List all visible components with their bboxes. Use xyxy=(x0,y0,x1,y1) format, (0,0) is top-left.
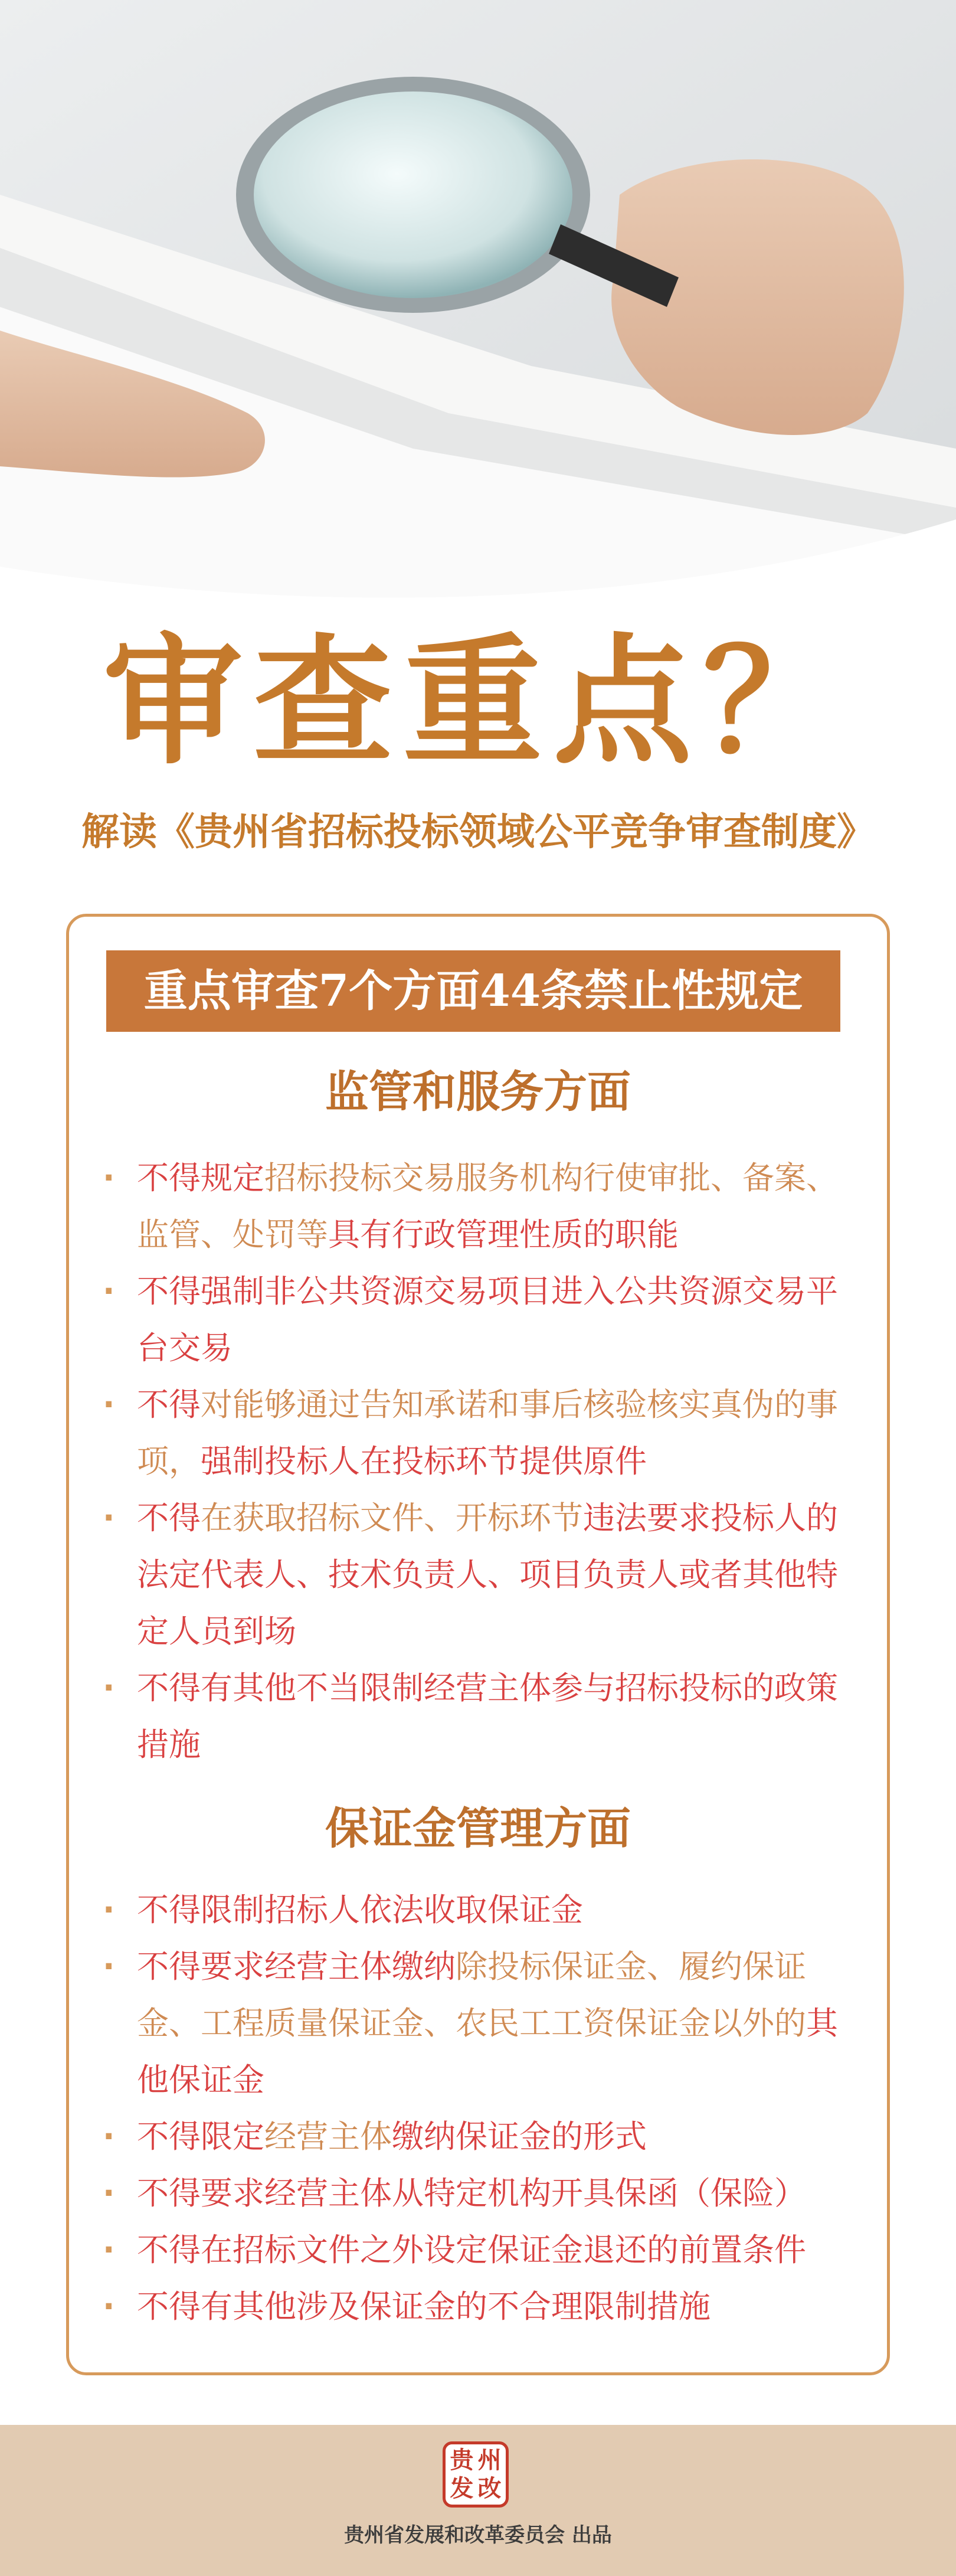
item-text-segment: 强制投标人在投标环节提供原件 xyxy=(201,1443,647,1480)
list-item xyxy=(100,1660,867,1773)
seal-char: 改 xyxy=(477,2474,502,2502)
item-text-segment: 违法要求投标人的法定代表人、技术负责人、项目负责人或者其他特定人员到场 xyxy=(137,1499,838,1650)
list-item xyxy=(100,1938,867,2108)
bullet-icon: · xyxy=(103,2288,115,2325)
bullet-icon: · xyxy=(103,1891,115,1928)
page-title: 审查重点？ xyxy=(103,621,853,783)
guizhou-seal-logo xyxy=(443,2441,509,2508)
item-text-segment: 具有行政管理性质的职能 xyxy=(328,1216,679,1253)
item-text-segment: 除投标保证金、履约保证金、工程质量保证金、农民工工资保证金以外的 xyxy=(137,1948,806,2042)
bullet-icon: · xyxy=(103,1948,115,1985)
list-item xyxy=(100,2222,867,2278)
bullet-icon: · xyxy=(103,1386,115,1423)
list-item xyxy=(100,2108,867,2165)
supervision-list xyxy=(100,1150,867,1773)
list-item xyxy=(100,2278,867,2335)
item-text-segment: 招标投标交易服务机构行使审批、备案、监管、处罚等 xyxy=(137,1159,838,1253)
list-item xyxy=(100,1882,867,1938)
item-text-segment: 不得规定 xyxy=(137,1159,264,1197)
item-text-segment: 不得要求经营主体从特定机构开具保函（保险） xyxy=(137,2175,806,2212)
item-text-segment: 不得有其他涉及保证金的不合理限制措施 xyxy=(137,2288,711,2325)
item-text-segment: 不得限制招标人依法收取保证金 xyxy=(137,1891,583,1928)
item-text-segment: 对能够通过告知承诺和事后核验核实真伪的事项， xyxy=(137,1386,838,1480)
card-banner: 重点审查7个方面44条禁止性规定 xyxy=(106,950,840,1032)
bullet-icon: · xyxy=(103,1669,115,1707)
footer-credit: 贵州省发展和改革委员会 出品 xyxy=(344,2523,612,2547)
seal-char: 发 xyxy=(450,2474,474,2502)
bullet-icon: · xyxy=(103,2231,115,2268)
item-text-segment: 不得 xyxy=(137,1386,201,1423)
hero-image xyxy=(0,0,956,614)
item-text-segment: 不得有其他不当限制经营主体参与招标投标的政策措施 xyxy=(137,1669,838,1763)
magnifier-illustration xyxy=(0,0,956,614)
item-text-segment: 经营主体 xyxy=(264,2118,392,2155)
item-text-segment: 不得强制非公共资源交易项目进入公共资源交易平台交易 xyxy=(137,1273,838,1367)
section-heading-deposit: 保证金管理方面 xyxy=(325,1803,631,1854)
list-item xyxy=(100,1377,867,1490)
deposit-list xyxy=(100,1882,867,2335)
list-item xyxy=(100,2165,867,2222)
bullet-icon: · xyxy=(103,1499,115,1537)
list-item xyxy=(100,1150,867,1263)
item-text-segment: 不得 xyxy=(137,1499,201,1537)
item-text-segment: 不得限定 xyxy=(137,2118,264,2155)
section-heading-supervision: 监管和服务方面 xyxy=(325,1067,631,1117)
page-subtitle: 解读《贵州省招标投标领域公平竞争审查制度》 xyxy=(81,810,875,854)
list-item xyxy=(100,1490,867,1660)
seal-char: 州 xyxy=(477,2446,502,2474)
bullet-icon: · xyxy=(103,2118,115,2155)
bullet-icon: · xyxy=(103,1273,115,1310)
bullet-icon: · xyxy=(103,2175,115,2212)
seal-char: 贵 xyxy=(450,2446,474,2474)
item-text-segment: 不得在招标文件之外设定保证金退还的前置条件 xyxy=(137,2231,806,2268)
item-text-segment: 缴纳保证金的形式 xyxy=(392,2118,647,2155)
bullet-icon: · xyxy=(103,1159,115,1197)
list-item xyxy=(100,1263,867,1377)
item-text-segment: 其他保证金 xyxy=(137,2005,838,2098)
item-text-segment: 在获取招标文件、开标环节 xyxy=(201,1499,583,1537)
item-text-segment: 不得要求经营主体缴纳 xyxy=(137,1948,456,1985)
